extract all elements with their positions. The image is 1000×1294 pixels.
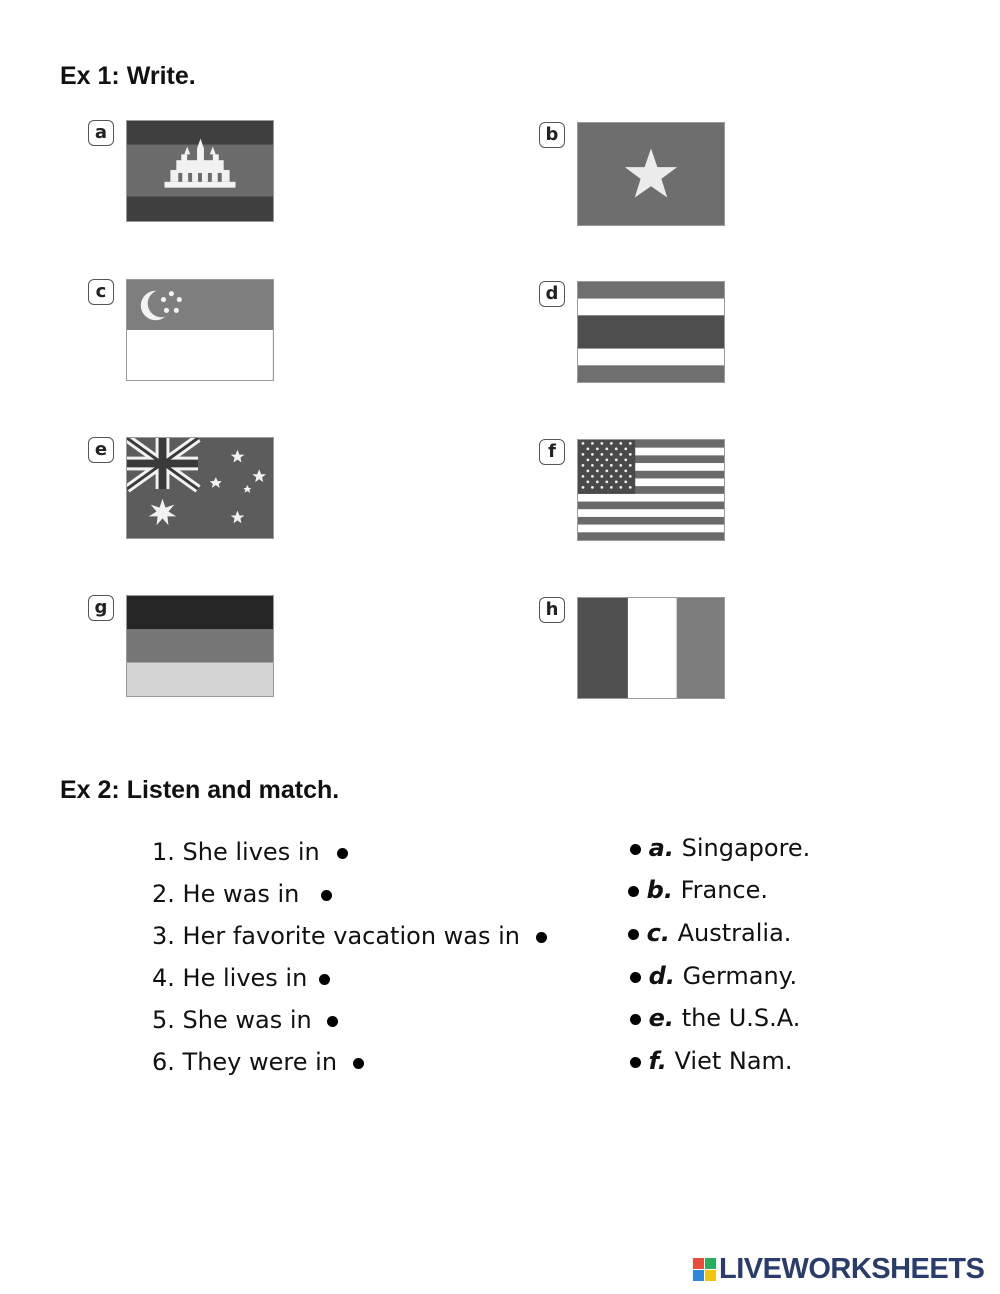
match-dot-left-1[interactable] [337,848,348,859]
option-text: Germany. [682,962,798,990]
sentence-number: 6. [152,1048,175,1076]
thailand-flag-icon [577,281,725,383]
flag-letter-f: f [539,439,565,465]
match-dot-left-5[interactable] [327,1016,338,1027]
flag-item-g [88,595,388,705]
sentence-5 [152,1006,338,1034]
option-letter: e. [648,1004,675,1032]
match-dot-right-d[interactable] [630,972,641,983]
flag-letter-a: a [88,120,114,146]
sentence-text: He was in [182,880,300,908]
option-text: the U.S.A. [681,1004,801,1032]
singapore-flag-icon [126,279,274,381]
option-letter: b. [646,876,673,904]
option-f [630,1047,793,1075]
option-text: France. [680,876,769,904]
liveworksheets-logo [693,1254,984,1284]
option-letter: c. [646,919,670,947]
option-letter: f. [648,1047,667,1075]
sentence-number: 5. [152,1006,175,1034]
option-d [630,962,797,990]
match-dot-right-b[interactable] [628,886,639,897]
match-dot-right-c[interactable] [628,929,639,940]
logo-text: LIVEWORKSHEETS [719,1252,985,1285]
usa-flag-icon [577,439,725,541]
option-text: Singapore. [681,834,811,862]
option-letter: a. [648,834,674,862]
match-dot-left-3[interactable] [536,932,547,943]
flag-item-f [539,439,839,549]
exercise-1-title: Ex 1: Write. [60,62,196,90]
option-e [630,1004,800,1032]
flag-item-c [88,279,388,389]
sentence-number: 3. [152,922,175,950]
sentence-2 [152,880,332,908]
sentence-number: 1. [152,838,175,866]
sentence-text: She lives in [182,838,320,866]
flag-letter-b: b [539,122,565,148]
logo-tile [705,1258,716,1269]
sentence-1 [152,838,348,866]
germany-flag-icon [126,595,274,697]
sentence-text: He lives in [182,964,308,992]
sentence-number: 4. [152,964,175,992]
flag-item-e [88,437,388,547]
flag-item-b [539,122,839,232]
sentence-text: They were in [182,1048,338,1076]
flag-letter-d: d [539,281,565,307]
sentence-text: She was in [182,1006,312,1034]
sentence-number: 2. [152,880,175,908]
option-c [628,919,791,947]
flag-item-h [539,597,839,707]
flag-item-d [539,281,839,391]
sentence-6 [152,1048,364,1076]
vietnam-flag-icon [577,122,725,226]
match-dot-right-e[interactable] [630,1014,641,1025]
match-dot-left-4[interactable] [319,974,330,985]
logo-tile [693,1270,704,1281]
flag-letter-g: g [88,595,114,621]
logo-tile [693,1258,704,1269]
flag-letter-h: h [539,597,565,623]
france-flag-icon [577,597,725,699]
option-letter: d. [648,962,675,990]
cambodia-flag-icon [126,120,274,222]
liveworksheets-logo-icon [693,1258,716,1281]
match-dot-left-6[interactable] [353,1058,364,1069]
match-dot-right-f[interactable] [630,1057,641,1068]
option-b [628,876,768,904]
sentence-text: Her favorite vacation was in [182,922,520,950]
option-text: Australia. [677,919,792,947]
flag-letter-c: c [88,279,114,305]
match-dot-left-2[interactable] [321,890,332,901]
flag-letter-e: e [88,437,114,463]
flag-item-a [88,120,388,230]
sentence-4 [152,964,330,992]
australia-flag-icon [126,437,274,539]
option-a [630,834,810,862]
option-text: Viet Nam. [674,1047,793,1075]
exercise-2-title: Ex 2: Listen and match. [60,776,340,804]
match-dot-right-a[interactable] [630,844,641,855]
logo-tile [705,1270,716,1281]
sentence-3 [152,922,547,950]
